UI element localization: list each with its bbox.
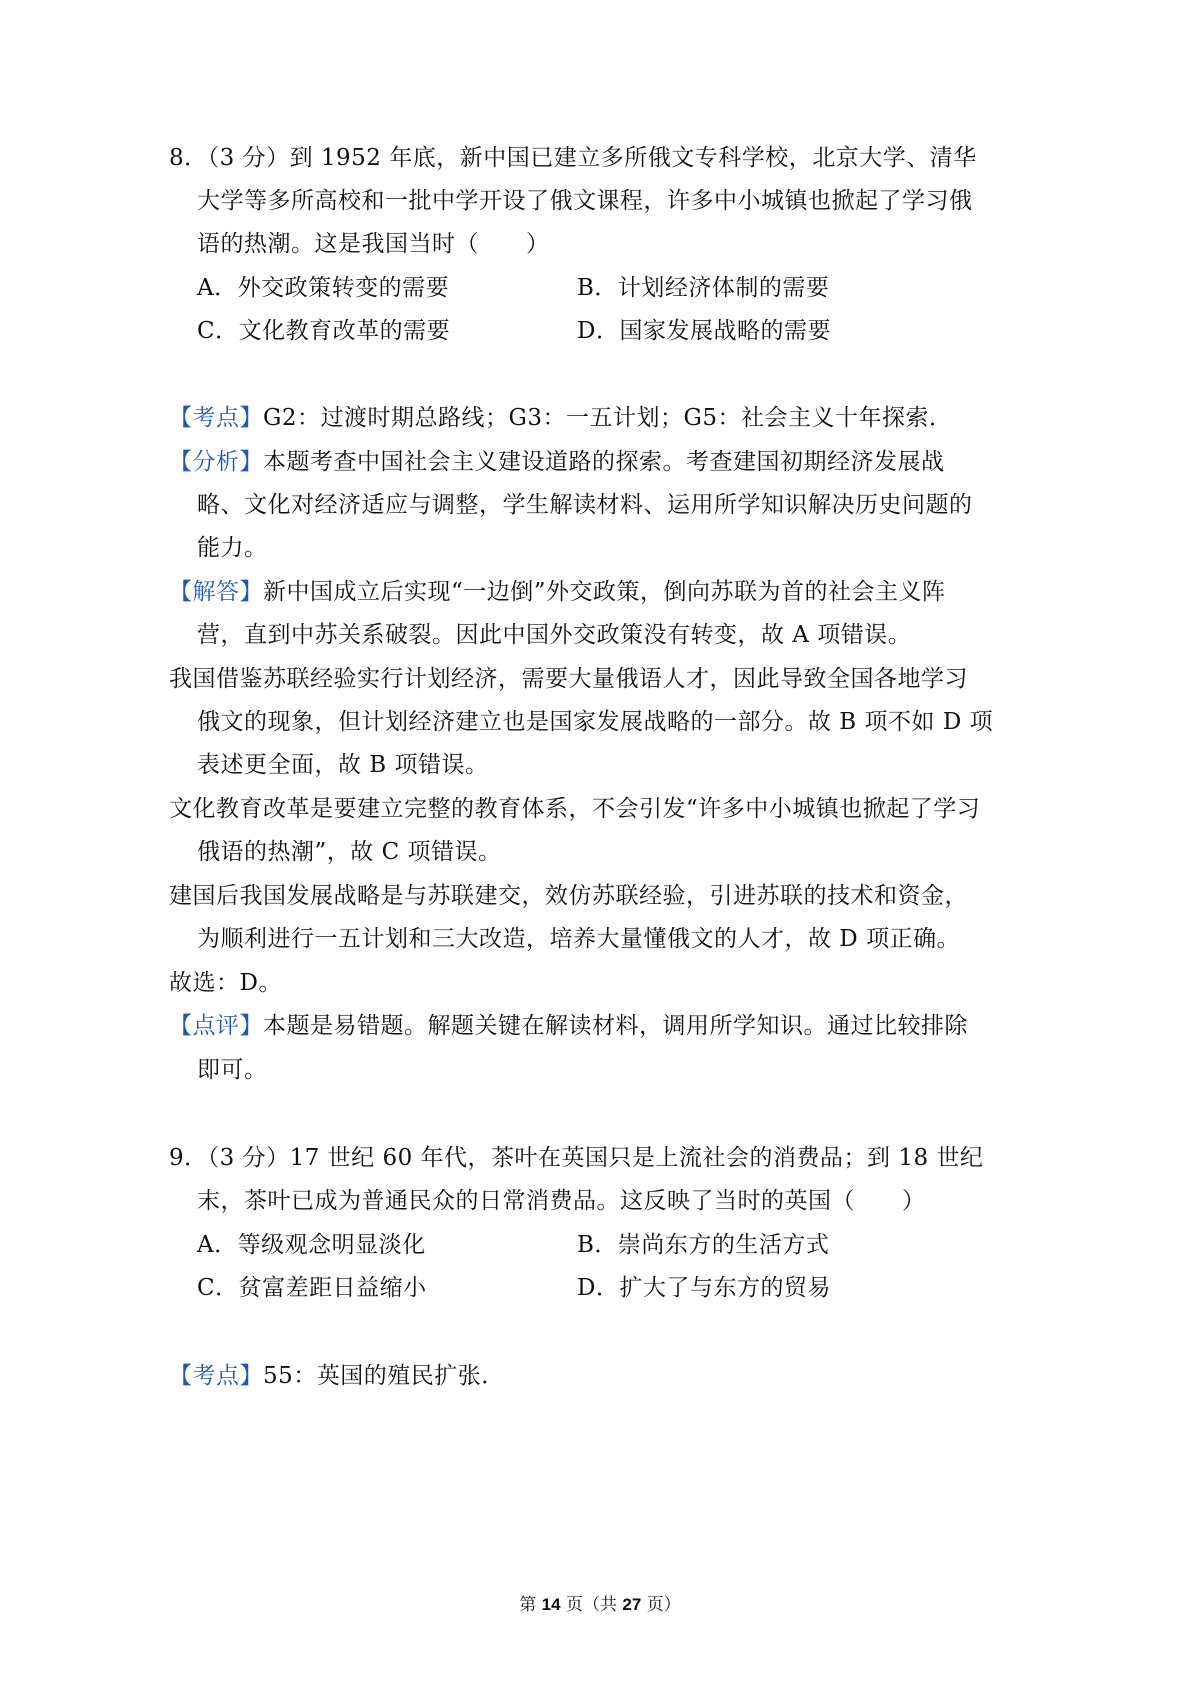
jieda-tag: 【解答】 xyxy=(169,579,263,605)
footer-page-number: 14 xyxy=(541,1595,561,1614)
q8-option-a: A．外交政策转变的需要 xyxy=(197,275,450,301)
footer-middle: 页（共 xyxy=(566,1595,617,1615)
q8-stem-line-1: 8．（3 分）到 1952 年底，新中国已建立多所俄文专科学校，北京大学、清华 xyxy=(169,145,977,171)
q8-stem-line-3: 语的热潮。这是我国当时（ ） xyxy=(197,231,550,257)
q8-body-line-4: 文化教育改革是要建立完整的教育体系，不会引发“许多中小城镇也掀起了学习 xyxy=(169,796,981,822)
dianping-text-1: 本题是易错题。解题关键在解读材料，调用所学知识。通过比较排除 xyxy=(263,1013,968,1039)
q8-answer: 故选：D。 xyxy=(169,970,282,996)
q8-kaodian xyxy=(169,403,953,433)
footer-total-pages: 27 xyxy=(622,1595,642,1614)
q8-fenxi-line-1 xyxy=(169,447,945,477)
jieda-text-1: 新中国成立后实现“一边倒”外交政策，倒向苏联为首的社会主义阵 xyxy=(263,579,946,605)
q9-kaodian-text: 55：英国的殖民扩张． xyxy=(263,1363,505,1389)
q9-option-d: D．扩大了与东方的贸易 xyxy=(577,1275,831,1301)
q8-option-c: C．文化教育改革的需要 xyxy=(197,318,451,344)
fenxi-tag: 【分析】 xyxy=(169,449,263,475)
q9-kaodian xyxy=(169,1361,505,1391)
q8-body-line-1: 我国借鉴苏联经验实行计划经济，需要大量俄语人才，因此导致全国各地学习 xyxy=(169,666,968,692)
footer-prefix: 第 xyxy=(519,1595,537,1615)
q9-stem-line-1: 9．（3 分）17 世纪 60 年代，茶叶在英国只是上流社会的消费品；到 18 世纪 xyxy=(169,1145,984,1171)
fenxi-text-1: 本题考查中国社会主义建设道路的探索。考查建国初期经济发展战 xyxy=(263,449,945,475)
q8-dianping-line-1 xyxy=(169,1011,968,1041)
q9-stem-line-2: 末，茶叶已成为普通民众的日常消费品。这反映了当时的英国（ ） xyxy=(197,1188,926,1214)
q8-body-line-2: 俄文的现象，但计划经济建立也是国家发展战略的一部分。故 B 项不如 D 项 xyxy=(197,709,994,735)
q8-option-d: D．国家发展战略的需要 xyxy=(577,318,831,344)
q8-body-line-5: 俄语的热潮”，故 C 项错误。 xyxy=(197,839,502,865)
q8-body-line-7: 为顺利进行一五计划和三大改造，培养大量懂俄文的人才，故 D 项正确。 xyxy=(197,926,961,952)
q8-stem-line-2: 大学等多所高校和一批中学开设了俄文课程，许多中小城镇也掀起了学习俄 xyxy=(197,188,973,214)
q8-jieda-line-1 xyxy=(169,577,946,607)
q8-body-line-6: 建国后我国发展战略是与苏联建交，效仿苏联经验，引进苏联的技术和资金， xyxy=(169,883,968,909)
q8-option-b: B．计划经济体制的需要 xyxy=(577,275,830,301)
q8-body-line-3: 表述更全面，故 B 项错误。 xyxy=(197,752,489,778)
q8-fenxi-line-2: 略、文化对经济适应与调整，学生解读材料、运用所学知识解决历史问题的 xyxy=(197,492,973,518)
kaodian-text: G2：过渡时期总路线；G3：一五计划；G5：社会主义十年探索． xyxy=(263,405,953,431)
page-footer xyxy=(0,1593,1200,1617)
q8-dianping-line-2: 即可。 xyxy=(197,1057,268,1083)
kaodian-tag: 【考点】 xyxy=(169,405,263,431)
footer-suffix: 页） xyxy=(646,1595,681,1615)
q9-option-c: C．贫富差距日益缩小 xyxy=(197,1275,427,1301)
q9-kaodian-tag: 【考点】 xyxy=(169,1363,263,1389)
q8-fenxi-line-3: 能力。 xyxy=(197,535,268,561)
q8-jieda-line-2: 营，直到中苏关系破裂。因此中国外交政策没有转变，故 A 项错误。 xyxy=(197,622,912,648)
dianping-tag: 【点评】 xyxy=(169,1013,263,1039)
q9-option-a: A．等级观念明显淡化 xyxy=(197,1232,426,1258)
q9-option-b: B．崇尚东方的生活方式 xyxy=(577,1232,830,1258)
